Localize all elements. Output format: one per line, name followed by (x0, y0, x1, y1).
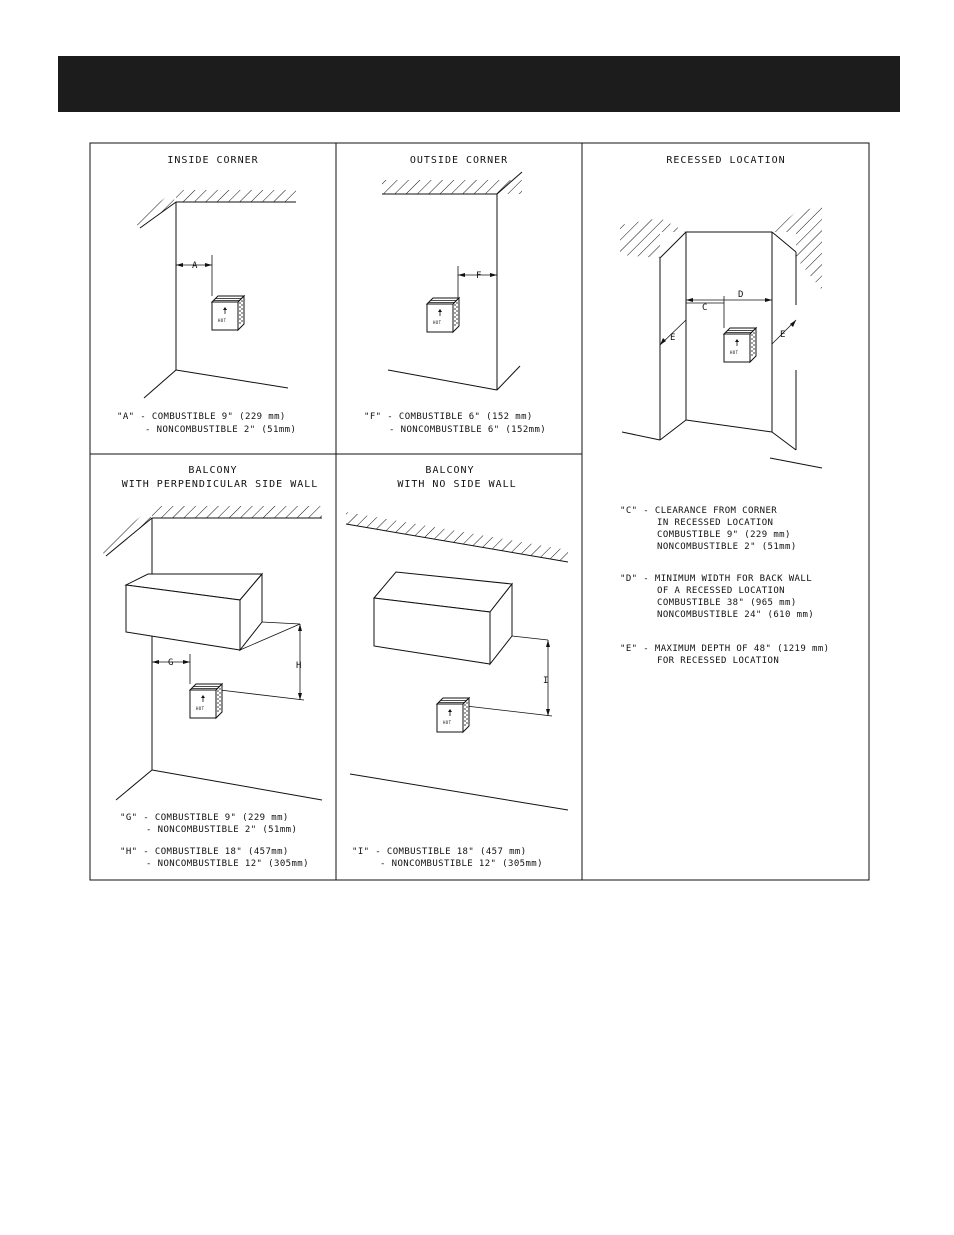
note-h-line2: - NONCOMBUSTIBLE 12" (305mm) (146, 859, 309, 869)
note-c-line4: NONCOMBUSTIBLE 2" (51mm) (657, 542, 797, 552)
dim-h-label: H (296, 661, 302, 671)
note-d-line2: OF A RECESSED LOCATION (657, 586, 786, 596)
inside-corner-panel (117, 155, 296, 435)
note-c-line2: IN RECESSED LOCATION (657, 518, 774, 528)
note-g-line1: "G" - COMBUSTIBLE 9" (229 mm) (120, 813, 289, 823)
note-f-line2: - NONCOMBUSTIBLE 6" (152mm) (389, 425, 547, 435)
note-c-line3: COMBUSTIBLE 9" (229 mm) (657, 530, 791, 540)
dim-f-label: F (476, 271, 482, 281)
vent-terminal-icon (212, 296, 244, 330)
note-d-line3: COMBUSTIBLE 38" (965 mm) (657, 598, 797, 608)
note-e-line1: "E" - MAXIMUM DEPTH OF 48" (1219 mm) (620, 644, 830, 654)
note-c-line1: "C" - CLEARANCE FROM CORNER (620, 506, 778, 516)
vent-terminal-icon (427, 298, 459, 332)
balcony-no-side-title-1: BALCONY (425, 465, 475, 476)
dim-e-right-label: E (780, 330, 786, 340)
dim-e-left-label: E (670, 333, 676, 343)
recessed-location-panel (620, 155, 829, 666)
balcony-side-title-1: BALCONY (188, 465, 238, 476)
dim-c-label: C (702, 303, 708, 313)
vent-terminal-icon (724, 328, 756, 362)
note-e-line2: FOR RECESSED LOCATION (657, 656, 780, 666)
recessed-title: RECESSED LOCATION (666, 155, 786, 166)
terminal-label: HOT (196, 706, 205, 711)
terminal-label: HOT (443, 720, 452, 725)
balcony-no-side-wall-panel (346, 465, 568, 869)
note-f-line1: "F" - COMBUSTIBLE 6" (152 mm) (364, 412, 533, 422)
note-a-line2: - NONCOMBUSTIBLE 2" (51mm) (145, 425, 297, 435)
terminal-label: HOT (730, 350, 739, 355)
note-i-line2: - NONCOMBUSTIBLE 12" (305mm) (380, 859, 543, 869)
balcony-side-wall-panel (100, 465, 322, 869)
note-d-line4: NONCOMBUSTIBLE 24" (610 mm) (657, 610, 815, 620)
vent-terminal-icon (437, 698, 469, 732)
dim-d-label: D (738, 290, 744, 300)
inside-corner-title: INSIDE CORNER (167, 155, 259, 166)
vent-terminal-icon (190, 684, 222, 718)
outside-corner-title: OUTSIDE CORNER (409, 155, 509, 166)
note-h-line1: "H" - COMBUSTIBLE 18" (457mm) (120, 847, 289, 857)
balcony-no-side-title-2: WITH NO SIDE WALL (397, 479, 517, 490)
terminal-label: HOT (218, 318, 227, 323)
terminal-label: HOT (433, 320, 442, 325)
note-d-line1: "D" - MINIMUM WIDTH FOR BACK WALL (620, 574, 813, 584)
outside-corner-panel (364, 155, 546, 435)
dim-a-label: A (192, 261, 198, 271)
balcony-side-title-2: WITH PERPENDICULAR SIDE WALL (121, 479, 319, 490)
note-g-line2: - NONCOMBUSTIBLE 2" (51mm) (146, 825, 298, 835)
dim-g-label: G (168, 658, 174, 668)
note-a-line1: "A" - COMBUSTIBLE 9" (229 mm) (117, 412, 286, 422)
note-i-line1: "I" - COMBUSTIBLE 18" (457 mm) (352, 847, 527, 857)
dim-i-label: I (543, 676, 549, 686)
